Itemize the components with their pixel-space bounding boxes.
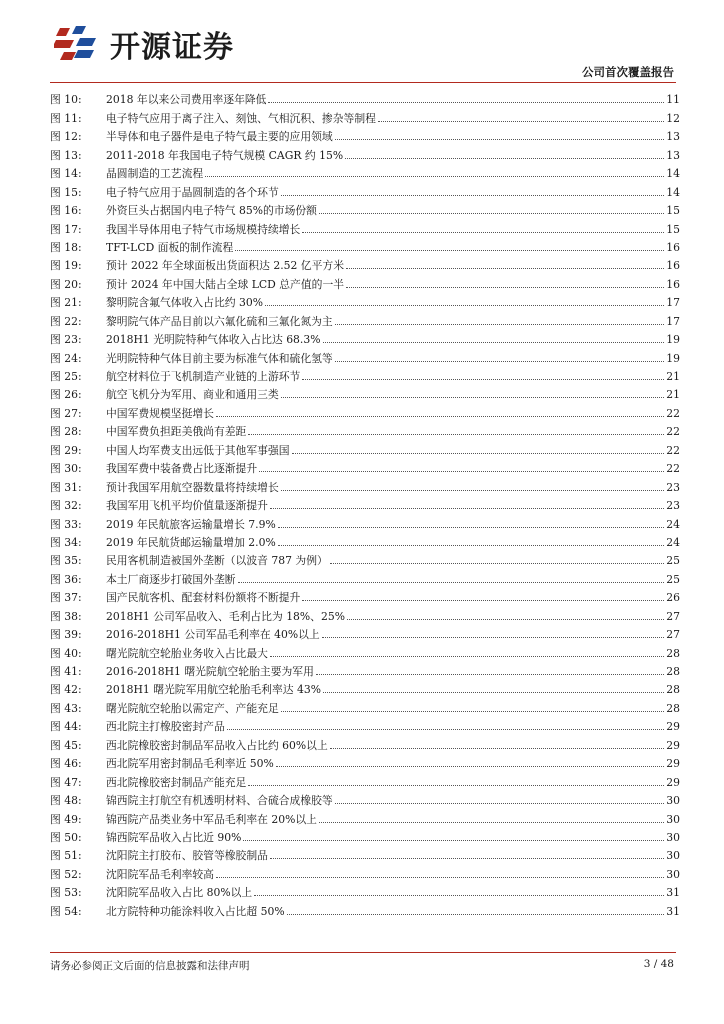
toc-entry-figure-number: 图 49: (50, 812, 82, 826)
toc-entry[interactable] (50, 199, 680, 217)
toc-entry[interactable] (50, 420, 680, 438)
toc-entry[interactable] (50, 401, 680, 419)
toc-entry-leader (281, 397, 665, 398)
toc-entry-figure-number: 图 53: (50, 886, 82, 900)
toc-entry[interactable] (50, 217, 680, 235)
toc-entry-leader (330, 748, 664, 749)
toc-entry-title: 沈阳院主打胶布、胶管等橡胶制品 (106, 849, 268, 863)
toc-entry-title: 晶圆制造的工艺流程 (106, 167, 204, 181)
toc-entry-title: 2016-2018H1 曙光院航空轮胎主要为军用 (106, 665, 314, 678)
toc-entry-figure-number: 图 30: (50, 462, 82, 476)
toc-entry-title: 航空材料位于飞机制造产业链的上游环节 (106, 370, 301, 383)
toc-entry[interactable] (50, 309, 680, 327)
toc-entry-title: 西北院橡胶密封制品军品收入占比约 60%以上 (106, 738, 328, 752)
toc-entry-page: 22 (666, 406, 680, 420)
toc-entry-figure-number: 图 23: (50, 333, 82, 347)
toc-entry-figure-number: 图 12: (50, 130, 82, 144)
toc-entry-leader (259, 471, 664, 472)
toc-entry-leader (281, 195, 665, 196)
toc-entry-page: 19 (666, 333, 680, 347)
toc-entry-title: 2018H1 公司军品收入、毛利占比为 18%、25% (106, 609, 345, 623)
toc-entry-page: 12 (666, 111, 680, 125)
toc-entry-leader (302, 600, 664, 601)
toc-entry-page: 15 (666, 204, 680, 218)
toc-entry-page: 21 (666, 370, 680, 383)
toc-entry-figure-number: 图 18: (50, 240, 82, 254)
toc-entry[interactable] (50, 881, 680, 899)
toc-entry[interactable] (50, 586, 680, 604)
toc-entry-leader (227, 729, 664, 730)
toc-entry-leader (270, 858, 664, 859)
toc-entry-title: 锦西院主打航空有机透明材料、合硫合成橡胶等 (106, 794, 333, 808)
toc-entry-title: 中国人均军费支出远低于其他军事强国 (106, 443, 290, 457)
toc-entry-page: 16 (666, 240, 680, 254)
toc-entry-title: 沈阳院军品收入占比 80%以上 (106, 886, 253, 900)
toc-entry[interactable] (50, 125, 680, 143)
toc-entry[interactable] (50, 88, 680, 106)
company-logo (54, 22, 234, 66)
toc-entry-page: 17 (666, 314, 680, 328)
toc-entry-title: 预计 2024 年中国大陆占全球 LCD 总产值的一半 (106, 277, 345, 291)
toc-entry-title: 2018H1 光明院特种气体收入占比达 68.3% (106, 333, 321, 347)
toc-entry-page: 13 (666, 148, 680, 162)
toc-entry-leader (330, 563, 664, 564)
toc-entry-figure-number: 图 32: (50, 499, 82, 513)
toc-entry-leader (347, 619, 664, 620)
toc-entry-page: 30 (666, 794, 680, 808)
toc-entry[interactable] (50, 162, 680, 180)
toc-entry-page: 29 (666, 775, 680, 789)
toc-entry-page: 30 (666, 867, 680, 881)
toc-entry-figure-number: 图 37: (50, 591, 82, 605)
toc-entry-leader (216, 416, 664, 417)
toc-entry-page: 29 (666, 738, 680, 752)
toc-entry-title: 电子特气应用于离子注入、刻蚀、气相沉积、掺杂等制程 (106, 111, 376, 125)
toc-entry[interactable] (50, 457, 680, 475)
toc-entry-title: 本土厂商逐步打破国外垄断 (106, 572, 236, 586)
toc-entry-figure-number: 图 25: (50, 370, 82, 383)
toc-entry-title: 预计我国军用航空器数量将持续增长 (106, 480, 279, 494)
toc-entry-title: 沈阳院军品毛利率较高 (106, 867, 214, 881)
toc-entry-page: 22 (666, 425, 680, 439)
toc-entry[interactable] (50, 807, 680, 825)
toc-entry-page: 16 (666, 259, 680, 273)
toc-entry[interactable] (50, 106, 680, 124)
toc-entry-page: 26 (666, 591, 680, 605)
toc-entry-title: 黎明院含氟气体收入占比约 30% (106, 296, 263, 310)
toc-entry-title: 中国军费规模坚挺增长 (106, 406, 214, 420)
toc-entry[interactable] (50, 272, 680, 290)
toc-entry-page: 30 (666, 830, 680, 844)
toc-entry-figure-number: 图 40: (50, 646, 82, 660)
toc-entry[interactable] (50, 567, 680, 585)
toc-entry-leader (302, 232, 664, 233)
toc-entry-leader (268, 102, 664, 103)
toc-entry-title: TFT-LCD 面板的制作流程 (106, 240, 234, 254)
toc-entry-title: 2019 年民航旅客运输量增长 7.9% (106, 517, 276, 531)
toc-entry-title: 我国军费中装备费占比逐渐提升 (106, 462, 258, 476)
toc-entry-title: 锦西院军品收入占比近 90% (106, 830, 242, 844)
toc-entry-title: 2019 年民航货邮运输量增加 2.0% (106, 535, 276, 549)
toc-entry-page: 30 (666, 812, 680, 826)
toc-entry-page: 15 (666, 222, 680, 236)
toc-entry-title: 曙光院航空轮胎以需定产、产能充足 (106, 701, 279, 715)
toc-entry[interactable] (50, 512, 680, 530)
toc-entry-title: 2018 年以来公司费用率逐年降低 (106, 93, 267, 107)
toc-entry[interactable] (50, 328, 680, 346)
toc-entry-figure-number: 图 36: (50, 572, 82, 586)
toc-entry[interactable] (50, 549, 680, 567)
toc-entry[interactable] (50, 789, 680, 807)
toc-entry-page: 28 (666, 646, 680, 660)
toc-entry-page: 27 (666, 628, 680, 642)
toc-entry-leader (378, 121, 664, 122)
toc-entry-figure-number: 图 31: (50, 480, 82, 494)
toc-entry-leader (248, 434, 664, 435)
toc-entry-leader (278, 545, 665, 546)
toc-entry-title: 西北院橡胶密封制品产能充足 (106, 775, 247, 789)
toc-entry[interactable] (50, 604, 680, 622)
toc-entry-leader (322, 637, 665, 638)
toc-entry-title: 北方院特种功能涂料收入占比超 50% (106, 904, 285, 918)
toc-entry-leader (319, 822, 664, 823)
toc-entry-title: 锦西院产品类业务中军品毛利率在 20%以上 (106, 812, 317, 826)
toc-entry[interactable] (50, 770, 680, 788)
toc-entry-leader (235, 250, 664, 251)
toc-entry-leader (335, 324, 665, 325)
toc-entry[interactable] (50, 844, 680, 862)
toc-entry-leader (205, 176, 664, 177)
toc-entry-figure-number: 图 22: (50, 314, 82, 328)
toc-entry-figure-number: 图 11: (50, 111, 82, 125)
toc-entry-figure-number: 图 39: (50, 628, 82, 642)
toc-entry-page: 28 (666, 701, 680, 715)
toc-entry-title: 曙光院航空轮胎业务收入占比最大 (106, 646, 268, 660)
toc-entry-title: 2016-2018H1 公司军品毛利率在 40%以上 (106, 628, 320, 642)
toc-entry-page: 17 (666, 296, 680, 310)
toc-entry-figure-number: 图 13: (50, 148, 82, 162)
toc-entry-figure-number: 图 44: (50, 720, 82, 734)
toc-entry-page: 23 (666, 499, 680, 513)
toc-entry-figure-number: 图 35: (50, 554, 82, 568)
toc-entry-page: 24 (666, 535, 680, 549)
toc-entry-page: 23 (666, 480, 680, 494)
footer-disclaimer: 请务必参阅正文后面的信息披露和法律声明 (50, 960, 250, 972)
toc-entry[interactable] (50, 641, 680, 659)
toc-entry-page: 29 (666, 757, 680, 771)
toc-entry[interactable] (50, 236, 680, 254)
toc-entry-figure-number: 图 29: (50, 443, 82, 457)
toc-entry-figure-number: 图 19: (50, 259, 82, 273)
toc-entry-leader (281, 711, 665, 712)
toc-entry-leader (346, 268, 664, 269)
toc-entry-title: 2018H1 曙光院军用航空轮胎毛利率达 43% (106, 683, 321, 697)
toc-entry-leader (345, 158, 664, 159)
toc-entry-page: 16 (666, 277, 680, 291)
toc-entry-figure-number: 图 14: (50, 167, 82, 181)
toc-entry-leader (270, 508, 664, 509)
logo-mark-icon (54, 24, 104, 64)
toc-entry[interactable] (50, 752, 680, 770)
logo-text: 开源证券 (110, 30, 234, 65)
toc-entry-figure-number: 图 33: (50, 517, 82, 531)
toc-entry-leader (248, 785, 664, 786)
toc-entry-figure-number: 图 52: (50, 867, 82, 881)
toc-entry-figure-number: 图 38: (50, 609, 82, 623)
toc-entry-leader (276, 766, 664, 767)
toc-entry-title: 我国半导体用电子特气市场规模持续增长 (106, 222, 301, 236)
toc-entry[interactable] (50, 660, 680, 678)
toc-entry[interactable] (50, 365, 680, 383)
report-type: 公司首次覆盖报告 (582, 65, 674, 79)
toc-entry-page: 28 (666, 665, 680, 678)
toc-entry-title: 民用客机制造被国外垄断（以波音 787 为例） (106, 554, 328, 568)
toc-entry-page: 21 (666, 388, 680, 402)
toc-entry[interactable] (50, 696, 680, 714)
toc-entry-leader (302, 379, 664, 380)
toc-entry-title: 外资巨头占据国内电子特气 85%的市场份额 (106, 204, 317, 218)
toc-entry-leader (346, 287, 664, 288)
toc-entry-page: 31 (666, 904, 680, 918)
toc-entry-page: 14 (666, 185, 680, 199)
toc-entry-page: 14 (666, 167, 680, 181)
toc-entry-figure-number: 图 42: (50, 683, 82, 697)
toc-entry-page: 28 (666, 683, 680, 697)
figure-list (50, 88, 680, 918)
toc-entry-title: 航空飞机分为军用、商业和通用三类 (106, 388, 279, 402)
toc-entry-title: 2011-2018 年我国电子特气规模 CAGR 约 15% (106, 148, 344, 162)
toc-entry-title: 预计 2022 年全球面板出货面积达 2.52 亿平方米 (106, 259, 344, 273)
toc-entry[interactable] (50, 438, 680, 456)
page-number: 3 / 48 (643, 958, 674, 970)
toc-entry-leader (238, 582, 665, 583)
toc-entry[interactable] (50, 475, 680, 493)
toc-entry-leader (216, 877, 664, 878)
toc-entry-figure-number: 图 10: (50, 93, 82, 107)
toc-entry-title: 国产民航客机、配套材料份额将不断提升 (106, 591, 301, 605)
toc-entry-leader (243, 840, 664, 841)
toc-entry[interactable] (50, 826, 680, 844)
toc-entry[interactable] (50, 291, 680, 309)
toc-entry-title: 西北院主打橡胶密封产品 (106, 720, 225, 734)
toc-entry-page: 24 (666, 517, 680, 531)
toc-entry[interactable] (50, 715, 680, 733)
toc-entry-title: 电子特气应用于晶圆制造的各个环节 (106, 185, 279, 199)
toc-entry-figure-number: 图 16: (50, 204, 82, 218)
toc-entry-figure-number: 图 21: (50, 296, 82, 310)
toc-entry-figure-number: 图 15: (50, 185, 82, 199)
toc-entry[interactable] (50, 143, 680, 161)
toc-entry-figure-number: 图 47: (50, 775, 82, 789)
toc-entry-figure-number: 图 34: (50, 535, 82, 549)
toc-entry-page: 27 (666, 609, 680, 623)
toc-entry-leader (265, 305, 664, 306)
toc-entry-title: 黎明院气体产品目前以六氟化硫和三氟化氮为主 (106, 314, 333, 328)
toc-entry-page: 11 (666, 93, 680, 107)
toc-entry-leader (323, 692, 664, 693)
toc-entry-leader (287, 914, 665, 915)
toc-entry-title: 我国军用飞机平均价值量逐渐提升 (106, 499, 268, 513)
toc-entry-leader (278, 527, 665, 528)
header-divider (50, 82, 676, 83)
toc-entry-page: 19 (666, 351, 680, 365)
toc-entry[interactable] (50, 180, 680, 198)
toc-entry-leader (323, 342, 665, 343)
toc-entry[interactable] (50, 862, 680, 880)
toc-entry-leader (254, 895, 664, 896)
toc-entry-leader (335, 361, 665, 362)
toc-entry-figure-number: 图 20: (50, 277, 82, 291)
toc-entry-leader (270, 656, 664, 657)
toc-entry-page: 22 (666, 443, 680, 457)
toc-entry-figure-number: 图 28: (50, 425, 82, 439)
toc-entry[interactable] (50, 531, 680, 549)
toc-entry[interactable] (50, 733, 680, 751)
toc-entry-leader (335, 139, 665, 140)
toc-entry[interactable] (50, 623, 680, 641)
toc-entry-figure-number: 图 43: (50, 701, 82, 715)
toc-entry-page: 22 (666, 462, 680, 476)
toc-entry[interactable] (50, 254, 680, 272)
toc-entry-figure-number: 图 54: (50, 904, 82, 918)
toc-entry-page: 30 (666, 849, 680, 863)
toc-entry-leader (281, 490, 665, 491)
toc-entry-page: 13 (666, 130, 680, 144)
toc-entry-page: 29 (666, 720, 680, 734)
toc-entry-title: 西北院军用密封制品毛利率近 50% (106, 757, 274, 771)
toc-entry-figure-number: 图 17: (50, 222, 82, 236)
toc-entry-figure-number: 图 46: (50, 757, 82, 771)
toc-entry-page: 25 (666, 572, 680, 586)
toc-entry-figure-number: 图 48: (50, 794, 82, 808)
toc-entry[interactable] (50, 899, 680, 917)
toc-entry[interactable] (50, 383, 680, 401)
toc-entry-figure-number: 图 50: (50, 830, 82, 844)
toc-entry-leader (316, 674, 664, 675)
toc-entry-page: 25 (666, 554, 680, 568)
toc-entry-title: 中国军费负担距美俄尚有差距 (106, 425, 247, 439)
toc-entry-figure-number: 图 41: (50, 665, 82, 678)
toc-entry-page: 31 (666, 886, 680, 900)
toc-entry[interactable] (50, 678, 680, 696)
toc-entry[interactable] (50, 494, 680, 512)
toc-entry-leader (335, 803, 665, 804)
toc-entry-leader (319, 213, 664, 214)
toc-entry-title: 光明院特种气体目前主要为标准气体和硫化氢等 (106, 351, 333, 365)
footer-divider (50, 952, 676, 953)
toc-entry-figure-number: 图 27: (50, 406, 82, 420)
toc-entry-title: 半导体和电子器件是电子特气最主要的应用领域 (106, 130, 333, 144)
toc-entry-figure-number: 图 45: (50, 738, 82, 752)
toc-entry-figure-number: 图 51: (50, 849, 82, 863)
toc-entry-leader (292, 453, 665, 454)
toc-entry-figure-number: 图 26: (50, 388, 82, 402)
toc-entry-figure-number: 图 24: (50, 351, 82, 365)
toc-entry[interactable] (50, 346, 680, 364)
